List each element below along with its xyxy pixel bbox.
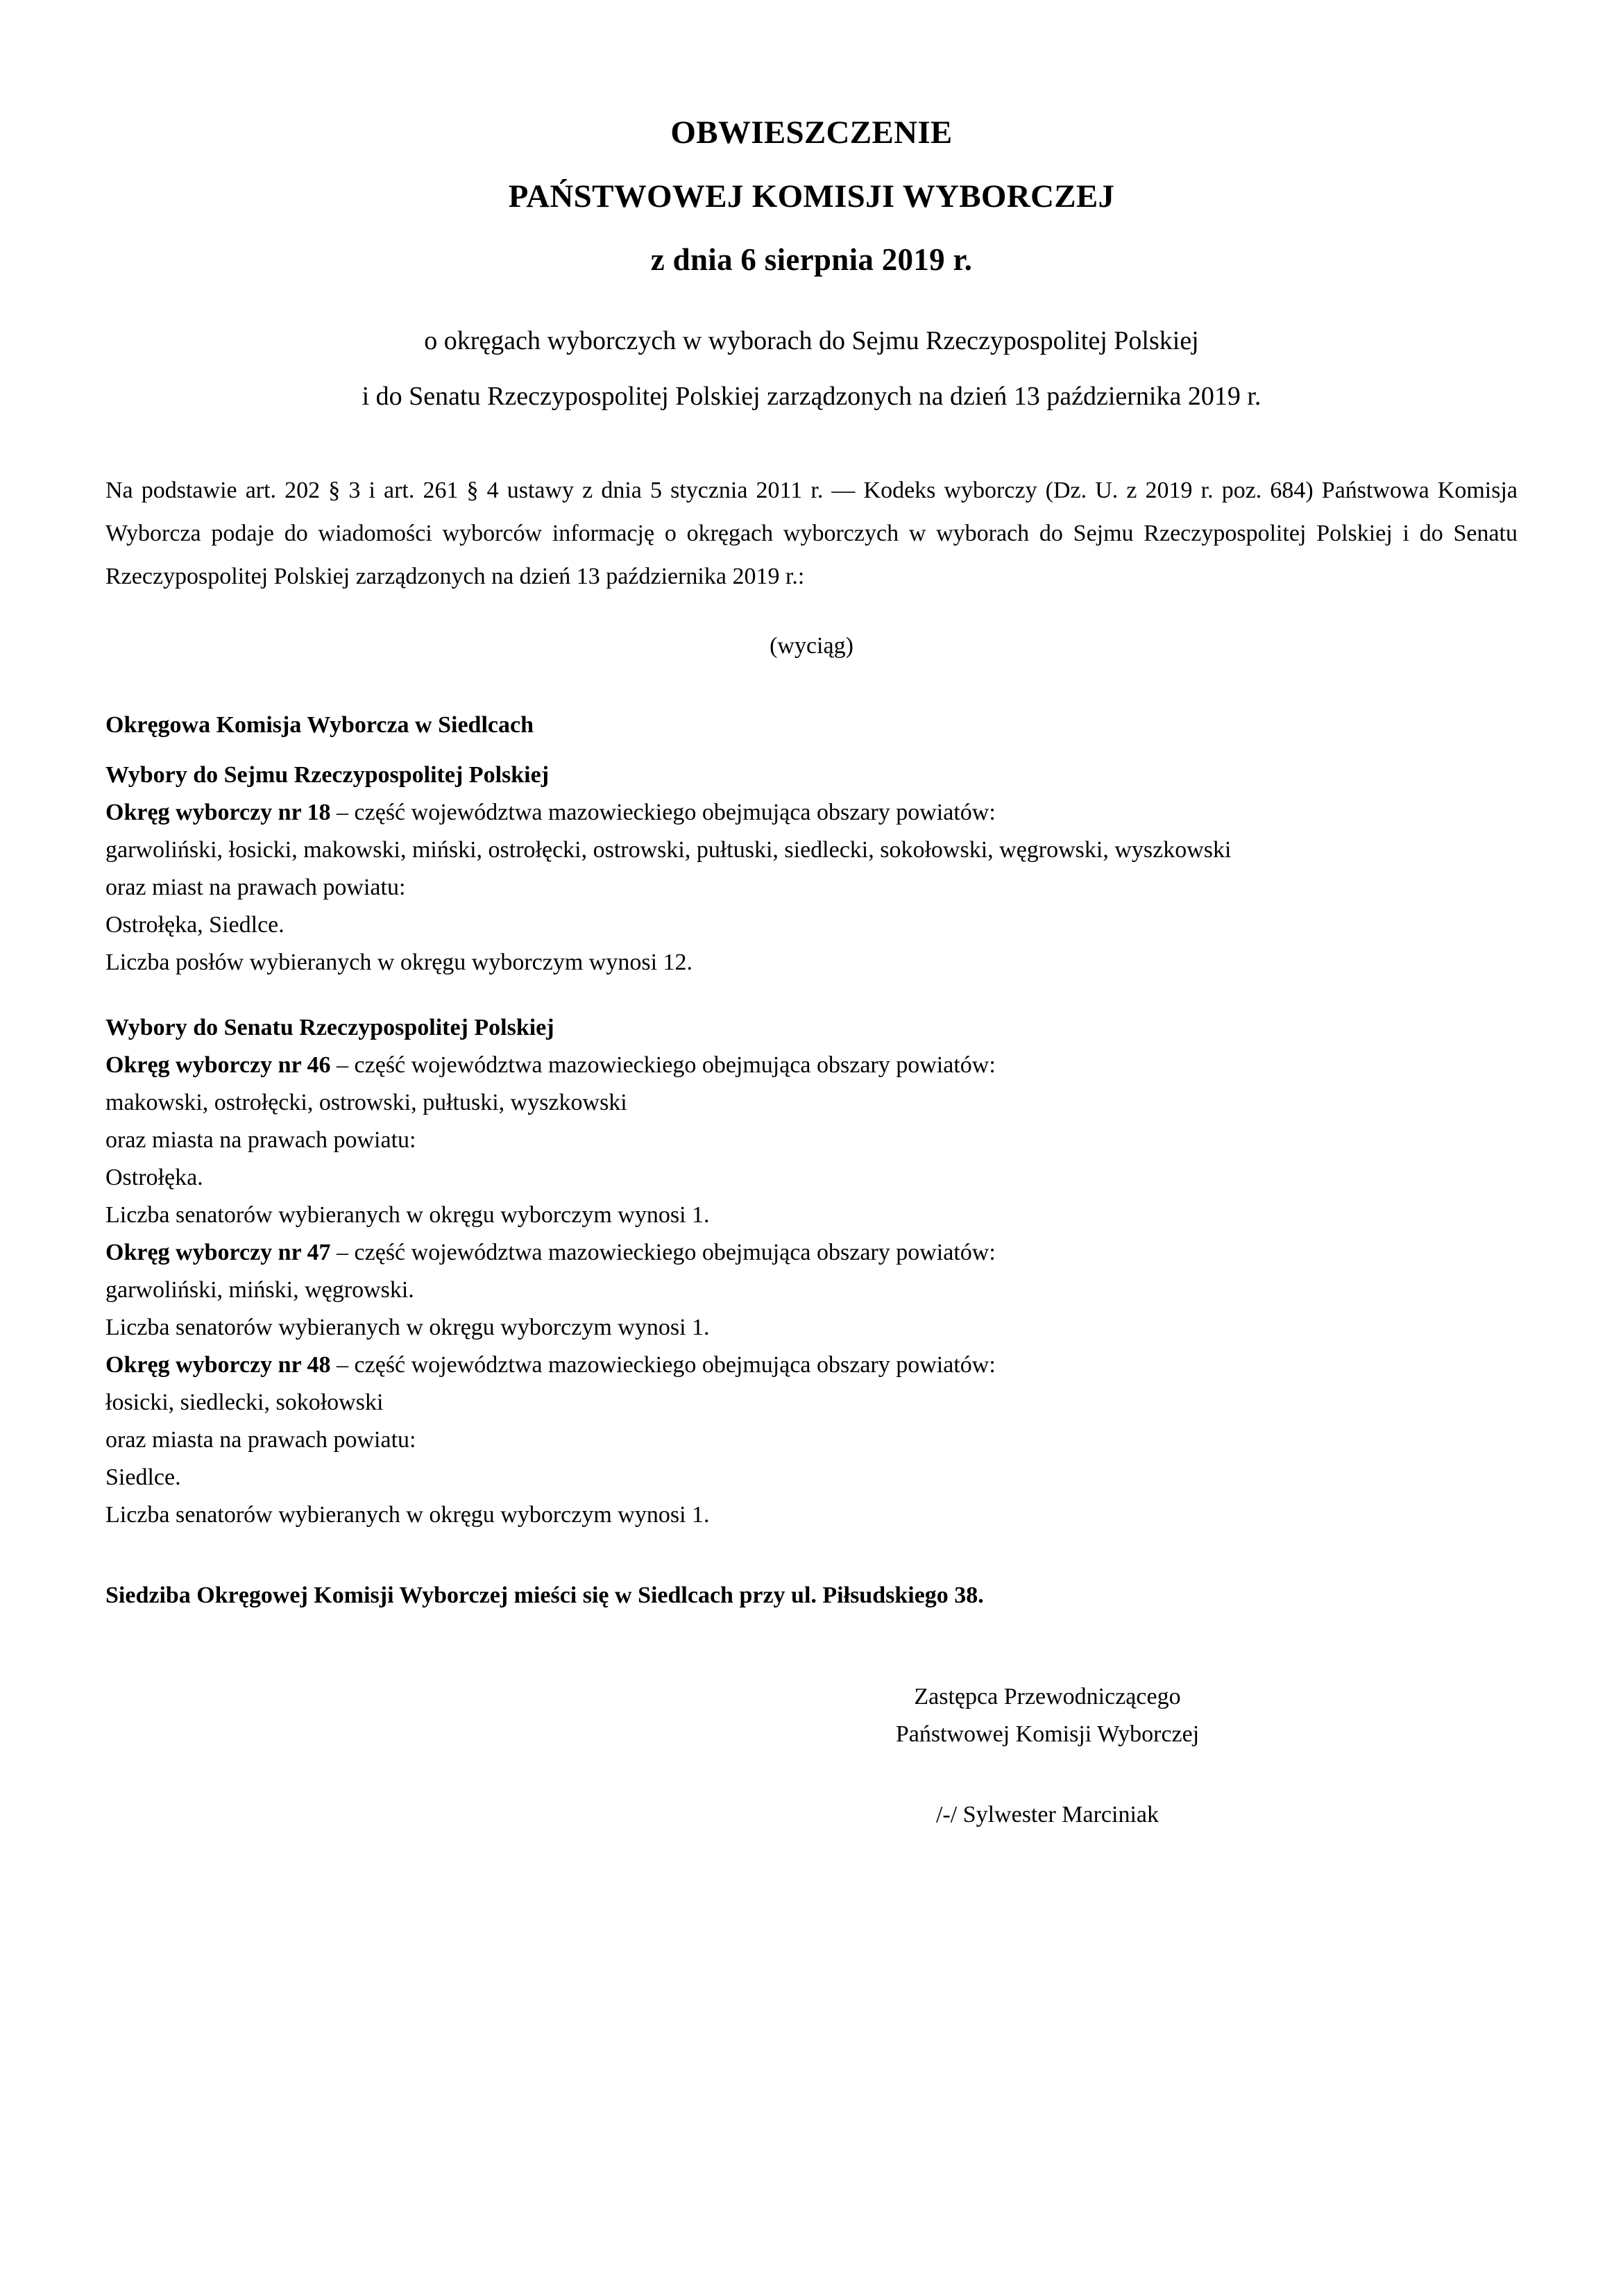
senat-district-48-seats: Liczba senatorów wybieranych w okręgu wyborczym wynosi 1. (105, 1502, 710, 1528)
sejm-district-18-powiaty: garwoliński, łosicki, makowski, miński, ostrołęcki, ostrowski, pułtuski, siedlecki, sokołowski, węgrowski, wyszkowski (105, 837, 1232, 863)
senat-district-46-cities: Ostrołęka. (105, 1165, 203, 1190)
title-line-1: OBWIESZCZENIE (670, 115, 953, 151)
senat-heading: Wybory do Senatu Rzeczypospolitej Polskiej (105, 1015, 554, 1040)
senat-district-48-title (105, 1347, 1518, 1384)
document-subtitle-block (105, 328, 1518, 410)
senat-district-47-title (105, 1234, 1518, 1272)
district-label: Okręg wyborczy nr 48 (105, 1352, 331, 1378)
signature-block (105, 1678, 1518, 1834)
spacer (105, 981, 1518, 1009)
commission-seat-address: Siedziba Okręgowej Komisji Wyborczej mieści się w Siedlcach przy ul. Piłsudskiego 38. (105, 1582, 984, 1608)
title-line-2: PAŃSTWOWEJ KOMISJI WYBORCZEJ (508, 178, 1115, 214)
excerpt-note: (wyciąg) (770, 633, 853, 659)
sejm-district-18-cities-intro: oraz miast na prawach powiatu: (105, 875, 406, 900)
subtitle-line-1: o okręgach wyborczych w wyborach do Sejmu Rzeczypospolitej Polskiej (424, 326, 1199, 355)
district-description: – część województwa mazowieckiego obejmująca obszary powiatów: (330, 1352, 996, 1378)
commission-heading: Okręgowa Komisja Wyborcza w Siedlcach (105, 712, 534, 738)
senat-district-47-seats: Liczba senatorów wybieranych w okręgu wyborczym wynosi 1. (105, 1315, 710, 1340)
sejm-district-18-seats: Liczba posłów wybieranych w okręgu wyborczym wynosi 12. (105, 949, 693, 975)
sejm-district-18-title (105, 794, 1518, 832)
district-description: – część województwa mazowieckiego obejmująca obszary powiatów: (330, 800, 996, 825)
district-label: Okręg wyborczy nr 47 (105, 1240, 331, 1265)
sejm-district-18-cities: Ostrołęka, Siedlce. (105, 912, 284, 938)
signature-name: /-/ Sylwester Marciniak (935, 1802, 1159, 1827)
sejm-heading: Wybory do Sejmu Rzeczypospolitej Polskiej (105, 762, 550, 788)
document-title-block (105, 0, 1518, 276)
signature-role-line-2: Państwowej Komisji Wyborczej (895, 1721, 1200, 1747)
district-description: – część województwa mazowieckiego obejmująca obszary powiatów: (330, 1240, 996, 1265)
district-label: Okręg wyborczy nr 46 (105, 1052, 331, 1078)
senat-district-46-title (105, 1047, 1518, 1084)
senat-district-46-powiaty: makowski, ostrołęcki, ostrowski, pułtuski, wyszkowski (105, 1090, 627, 1115)
senat-district-46-seats: Liczba senatorów wybieranych w okręgu wyborczym wynosi 1. (105, 1202, 710, 1228)
district-description: – część województwa mazowieckiego obejmująca obszary powiatów: (330, 1052, 996, 1078)
spacer (105, 744, 1518, 757)
subtitle-line-2: i do Senatu Rzeczypospolitej Polskiej zarządzonych na dzień 13 października 2019 r. (362, 382, 1261, 411)
document-body (105, 707, 1518, 1534)
title-line-date: z dnia 6 sierpnia 2019 r. (650, 242, 973, 277)
signature-role-line-1: Zastępca Przewodniczącego (914, 1684, 1181, 1710)
senat-district-48-powiaty: łosicki, siedlecki, sokołowski (105, 1390, 384, 1415)
spacer (577, 1753, 1518, 1796)
legal-basis-paragraph: Na podstawie art. 202 § 3 i art. 261 § 4 ustawy z dnia 5 stycznia 2011 r. — Kodeks wyborczy (Dz. U. z 2019 r. poz. 684) Państwowa Komisja Wyborcza podaje do wiadomości wyborców informację o okręgach wyborczych w wyborach do Sejmu Rzeczypospolitej Polskiej i do Senatu Rzeczypospolitej Polskiej zarządzonych na dzień 13 października 2019 r.: (105, 478, 1518, 589)
district-label: Okręg wyborczy nr 18 (105, 800, 331, 825)
senat-district-46-cities-intro: oraz miasta na prawach powiatu: (105, 1127, 416, 1153)
senat-district-48-cities: Siedlce. (105, 1464, 181, 1490)
senat-district-48-cities-intro: oraz miasta na prawach powiatu: (105, 1427, 416, 1453)
senat-district-47-powiaty: garwoliński, miński, węgrowski. (105, 1277, 414, 1303)
